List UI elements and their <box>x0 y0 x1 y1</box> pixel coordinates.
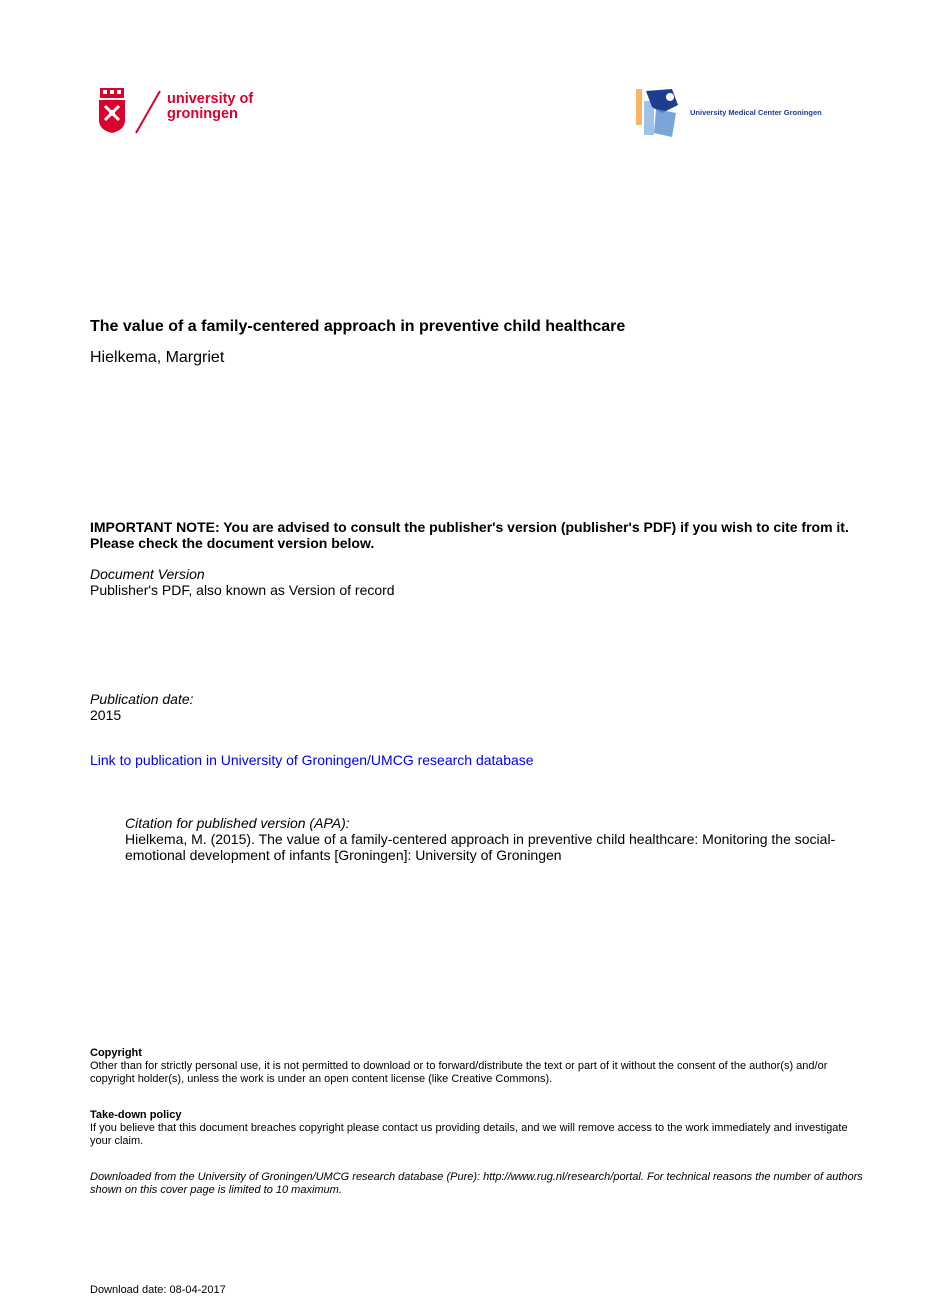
takedown-policy-text: If you believe that this document breaches copyright please contact us providing details, and we will remove access to the work immediately and investigate your claim. <box>90 1122 848 1147</box>
rug-wordmark-line1: university of <box>167 91 254 107</box>
rug-wordmark-line2: groningen <box>167 106 238 122</box>
publication-date-label: Publication date: <box>90 691 194 707</box>
publication-database-link[interactable]: Link to publication in University of Groningen/UMCG research database <box>90 752 534 768</box>
rug-slash-icon <box>135 90 161 134</box>
publication-date-value: 2015 <box>90 707 122 723</box>
important-note: IMPORTANT NOTE: You are advised to consult the publisher's version (publisher's PDF) if you wish to cite from it. Please check the document version below. <box>90 519 849 551</box>
umcg-figure-icon <box>632 83 686 141</box>
document-version-value: Publisher's PDF, also known as Version of record <box>90 582 395 598</box>
download-date: Download date: 08-04-2017 <box>90 1284 226 1296</box>
copyright-text: Other than for strictly personal use, it is not permitted to download or to forward/distribute the text or part of it without the consent of the author(s) and/or copyright holder(s), unless the work is under an open content license (like Creative Commons). <box>90 1060 828 1085</box>
downloaded-from-note: Downloaded from the University of Groningen/UMCG research database (Pure): http://www.rug.nl/research/portal. For technical reasons the number of authors shown on this cover page is limited to 10 maximum. <box>90 1171 863 1196</box>
takedown-policy-heading: Take-down policy <box>90 1109 182 1121</box>
document-author: Hielkema, Margriet <box>90 349 225 366</box>
umcg-wordmark: University Medical Center Groningen <box>690 108 822 117</box>
copyright-heading: Copyright <box>90 1047 142 1059</box>
university-of-groningen-logo <box>95 86 275 136</box>
takedown-policy-section <box>90 1109 865 1148</box>
citation-label: Citation for published version (APA): <box>125 815 350 831</box>
rug-wordmark <box>167 92 253 122</box>
rug-crest-icon <box>95 86 129 134</box>
umcg-logo <box>632 83 842 141</box>
citation-section <box>125 815 865 863</box>
document-version-label: Document Version <box>90 566 205 582</box>
document-title: The value of a family-centered approach in preventive child healthcare <box>90 318 626 335</box>
citation-text: Hielkema, M. (2015). The value of a family-centered approach in preventive child healthcare: Monitoring the social-emotional development of infants [Groningen]: University of Groningen <box>125 831 836 863</box>
publication-date-section <box>90 691 860 723</box>
copyright-section <box>90 1047 865 1086</box>
document-version-section <box>90 566 860 598</box>
